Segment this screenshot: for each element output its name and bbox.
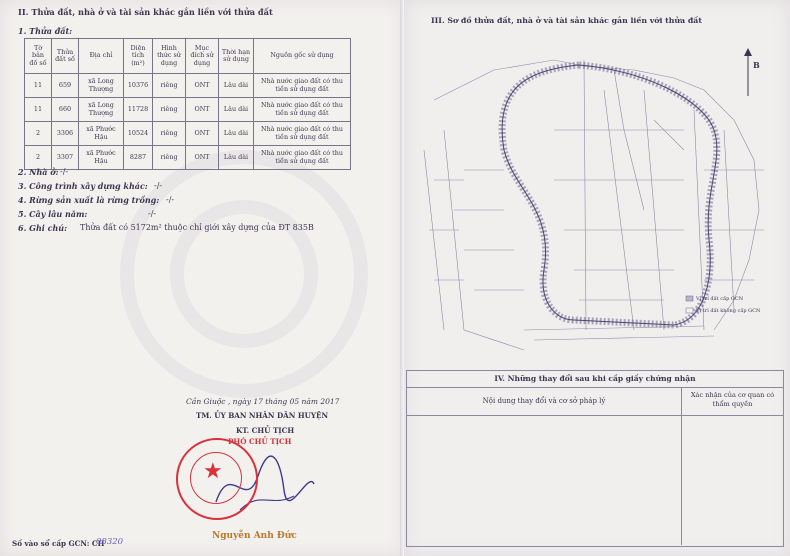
cadastral-map: [404, 30, 790, 366]
table-cell: Nhà nước giao đất có thu tiền sử dụng đất: [254, 122, 351, 146]
legend-issued: Vị trí đất cấp GCN: [696, 296, 744, 302]
changes-header-row: [407, 388, 783, 416]
col-header: Diện tích (m²): [124, 39, 153, 74]
table-cell: xã Long Thượng: [79, 74, 124, 98]
role-line: PHÓ CHỦ TỊCH: [228, 437, 292, 446]
col-header: Thửa đất số: [52, 39, 79, 74]
col-header: Hình thức sử dụng: [153, 39, 186, 74]
date-line: Cần Giuộc , ngày 17 tháng 05 năm 2017: [186, 397, 340, 406]
land-table: [24, 38, 351, 170]
changes-title: IV. Những thay đổi sau khi cấp giấy chứng nhận: [407, 371, 783, 388]
table-cell: riêng: [153, 98, 186, 122]
table-cell: Lâu dài: [219, 98, 254, 122]
table-cell: Lâu dài: [219, 74, 254, 98]
north-arrow-icon: [740, 48, 756, 98]
red-seal-stamp: [176, 438, 258, 520]
col-header: Địa chỉ: [79, 39, 124, 74]
col-header: Mục đích sử dụng: [186, 39, 219, 74]
item2-label: 2. Nhà ở:: [18, 167, 59, 177]
item2-value: -/-: [60, 167, 69, 176]
item5-label: 5. Cây lâu năm:: [18, 209, 88, 219]
table-cell: 11728: [124, 98, 153, 122]
north-label: B: [753, 60, 760, 70]
table-cell: 11: [25, 74, 52, 98]
item6-label: 6. Ghi chú:: [18, 223, 68, 233]
item5-value: -/-: [148, 209, 157, 218]
item4-value: -/-: [166, 195, 175, 204]
legend-not-issued: Vị trí đất không cấp GCN: [696, 308, 761, 314]
registry-number: 08320: [96, 537, 124, 547]
map-section-title: III. Sơ đồ thửa đất, nhà ở và tài sản khác gắn liền với thửa đất: [431, 16, 702, 25]
table-cell: Nhà nước giao đất có thu tiền sử dụng đất: [254, 74, 351, 98]
table-cell: 10376: [124, 74, 153, 98]
table-cell: 2: [25, 146, 52, 170]
item3-value: -/-: [154, 181, 163, 190]
table-cell: Lâu dài: [219, 146, 254, 170]
table-cell: ONT: [186, 146, 219, 170]
table-cell: ONT: [186, 98, 219, 122]
changes-col-confirm: Xác nhận của cơ quan có thẩm quyền: [690, 391, 775, 408]
changes-divider: [681, 415, 682, 545]
table-header-row: [25, 39, 351, 74]
org-line: TM. ỦY BAN NHÂN DÂN HUYỆN: [196, 411, 329, 420]
table-cell: Nhà nước giao đất có thu tiền sử dụng đất: [254, 98, 351, 122]
table-row: [25, 74, 351, 98]
col-header: Thời hạn sử dụng: [219, 39, 254, 74]
table-row: [25, 146, 351, 170]
table-cell: riêng: [153, 122, 186, 146]
table-cell: riêng: [153, 74, 186, 98]
table-cell: 3307: [52, 146, 79, 170]
table-cell: xã Phước Hậu: [79, 122, 124, 146]
table-cell: xã Phước Hậu: [79, 146, 124, 170]
table-cell: 659: [52, 74, 79, 98]
changes-table: [406, 370, 784, 547]
table-cell: 660: [52, 98, 79, 122]
item4-label: 4. Rừng sản xuất là rừng trồng:: [18, 195, 160, 205]
table-cell: Lâu dài: [219, 122, 254, 146]
table-cell: ONT: [186, 74, 219, 98]
table-cell: riêng: [153, 146, 186, 170]
col-header: Tờ bản đồ số: [25, 39, 52, 74]
table-cell: 2: [25, 122, 52, 146]
star-icon: ★: [203, 459, 223, 484]
section-title: II. Thửa đất, nhà ở và tài sản khác gắn liền với thửa đất: [18, 7, 273, 17]
item3-label: 3. Công trình xây dựng khác:: [18, 181, 148, 191]
table-cell: 8287: [124, 146, 153, 170]
table-row: [25, 98, 351, 122]
changes-col-content: Nội dung thay đổi và cơ sở pháp lý: [407, 388, 682, 415]
registry-label: Số vào sổ cấp GCN: CH: [12, 539, 105, 548]
table-row: [25, 122, 351, 146]
table-cell: xã Long Thượng: [79, 98, 124, 122]
table-cell: ONT: [186, 122, 219, 146]
signer-name: Nguyễn Anh Đức: [212, 531, 297, 541]
item1-label: 1. Thửa đất:: [18, 26, 73, 36]
table-cell: 10524: [124, 122, 153, 146]
col-header: Nguồn gốc sử dụng: [254, 39, 351, 74]
item6-value: Thửa đất có 5172m² thuộc chỉ giới xây dựng của ĐT 835B: [80, 223, 314, 232]
table-cell: 3306: [52, 122, 79, 146]
table-cell: Nhà nước giao đất có thu tiền sử dụng đất: [254, 146, 351, 170]
table-cell: 11: [25, 98, 52, 122]
kt-line: KT. CHỦ TỊCH: [236, 426, 295, 435]
